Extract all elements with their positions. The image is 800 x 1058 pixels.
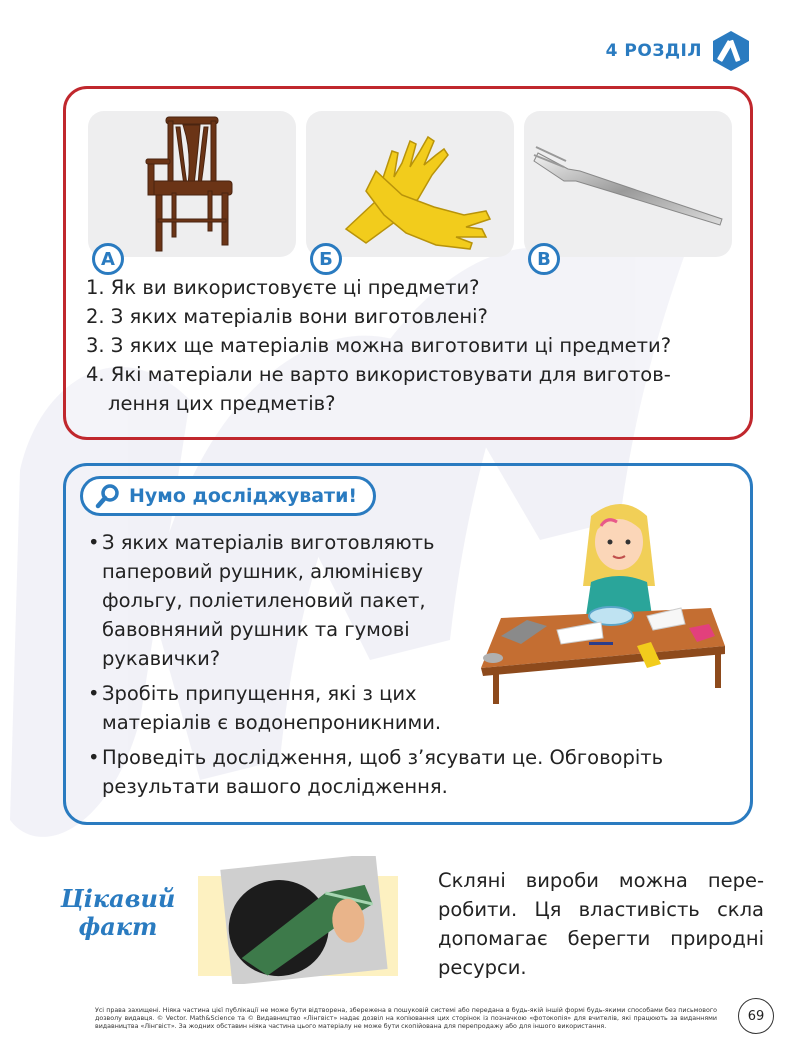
bullet-2-line-1: • Зробіть припущення, які з цих [102, 682, 417, 705]
glass-bottle-recycling-photo [178, 856, 418, 984]
bullet-3-line-1: • Проведіть дослідження, щоб з’ясувати це. Обговоріть [102, 746, 664, 769]
page-number: 69 [738, 998, 774, 1034]
magnifier-icon [95, 483, 121, 509]
image-tile-gloves [306, 111, 514, 270]
question-list [86, 273, 736, 418]
question-2: 2. З яких матеріалів вони виготовлені? [86, 305, 488, 328]
bullet-experiment [88, 743, 663, 801]
research-heading [80, 476, 376, 516]
chapter-label: 4 РОЗДІЛ [605, 41, 702, 61]
bullet-3-line-2: результати вашого дослідження. [102, 775, 448, 798]
metal-fork-image [524, 111, 732, 257]
label-a: А [92, 243, 124, 275]
fact-heading [58, 885, 178, 941]
ruler-pencil-icon [710, 30, 752, 72]
bullet-1-line-5: рукавички? [102, 647, 221, 670]
fact-heading-line-2: факт [78, 912, 158, 941]
image-tile-chair [88, 111, 296, 270]
bullet-1-line-1: • З яких матеріалів виготовляють [102, 531, 435, 554]
wooden-chair-image [88, 111, 296, 257]
bullet-1-line-4: бавовняний рушник та гумові [102, 618, 410, 641]
question-4-continued: лення цих предметів? [108, 392, 336, 415]
bullet-2-line-2: матеріалів є водонепроникними. [102, 711, 442, 734]
rubber-gloves-image [306, 111, 514, 257]
label-c: В [528, 243, 560, 275]
question-4: 4. Які матеріали не варто використовувати для виготов- [86, 363, 671, 386]
label-b: Б [310, 243, 342, 275]
fact-heading-line-1: Цікавий [60, 884, 176, 913]
research-box [63, 463, 753, 825]
chapter-header [606, 30, 752, 72]
image-tile-fork [524, 111, 732, 270]
question-1: 1. Як ви використовуєте ці предмети? [86, 276, 480, 299]
research-title: Нумо досліджувати! [129, 485, 358, 507]
copyright-notice: Усі права захищені. Ніяка частина цієї публікації не може бути відтворена, збережена в пошуковій системі або передана в будь-якій іншій формі будь-якими способами без письмового дозволу видавця. © Vector. Math&Science та © Видавництво «Лінгвіст» надає дозвіл на копіювання цих сторінок із позначкою «фотокопія» для вчителів, які працюють за виданнями видавництва «Лінгвіст». За жодних обставин ніяка частина цього матеріалу не може бути скопійована для перепродажу або для іншого використання. [95, 1007, 717, 1030]
bullet-1-line-3: фольгу, поліетиленовий пакет, [102, 589, 426, 612]
bullet-1-line-2: паперовий рушник, алюмінієву [102, 560, 424, 583]
fact-text: Скляні вироби можна пере-робити. Ця властивість скла допомагає берегти природні ресурси. [438, 869, 764, 979]
question-3: 3. З яких ще матеріалів можна виготовити ці предмети? [86, 334, 672, 357]
girl-at-table-experiment-image [471, 496, 731, 706]
materials-question-box [63, 86, 753, 440]
